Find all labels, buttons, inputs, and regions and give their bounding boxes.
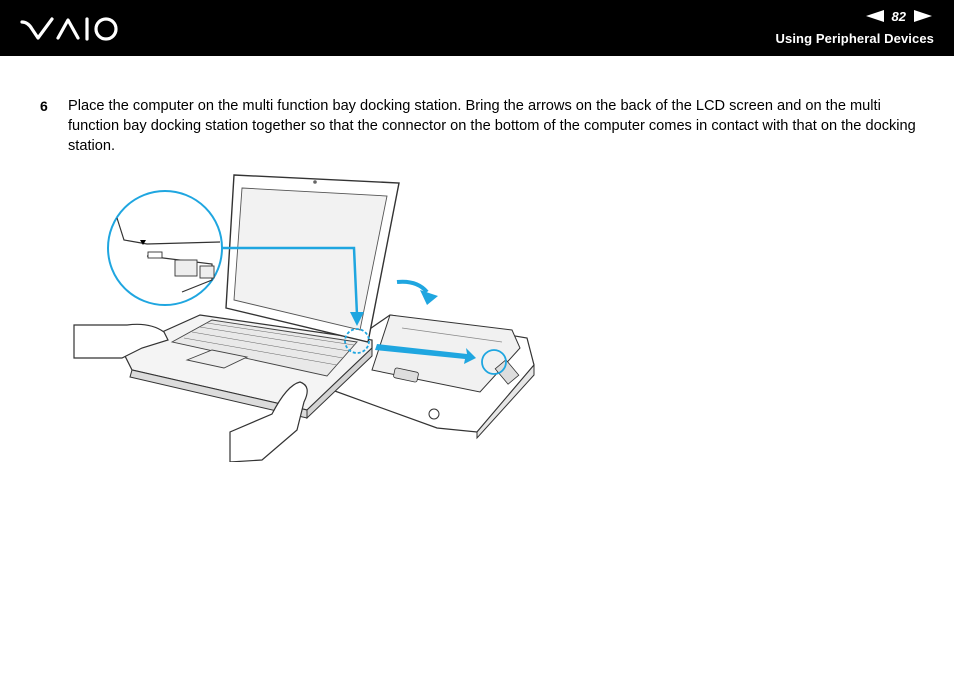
connector-inset (108, 191, 222, 305)
page-navigation (866, 7, 932, 25)
vaio-logo (20, 14, 120, 44)
step-number: 6 (40, 98, 48, 114)
section-title: Using Peripheral Devices (775, 31, 934, 46)
docking-illustration (72, 170, 542, 462)
header-bar (0, 0, 954, 56)
step-text: Place the computer on the multi function bay docking station. Bring the arrows on the back of the LCD screen and on the multi function bay docking station together so that the connector on the bottom of the computer comes in contact with that on the docking station. (68, 98, 916, 154)
next-page-arrow-icon[interactable] (914, 10, 932, 22)
page-number: 82 (891, 8, 906, 24)
instruction-step (40, 96, 920, 156)
prev-page-arrow-icon[interactable] (866, 10, 884, 22)
laptop-lid (226, 175, 399, 342)
